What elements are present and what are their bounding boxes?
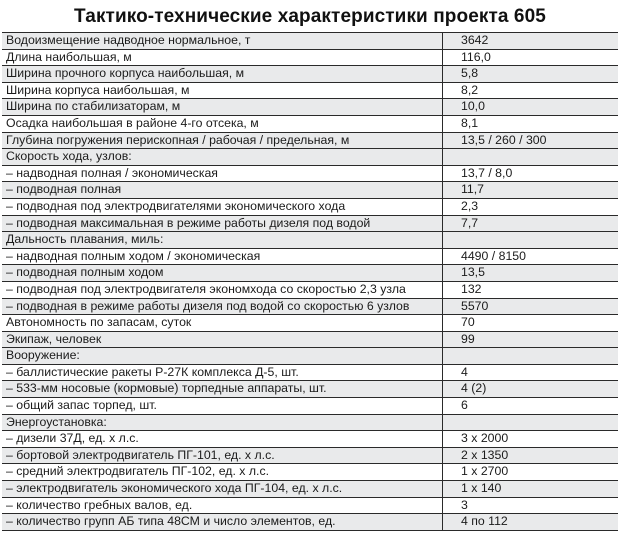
row-label: – 533-мм носовые (кормовые) торпедные аппараты, шт. (2, 381, 443, 398)
table-row (2, 381, 618, 398)
row-value: 2,3 (443, 198, 619, 215)
table-row (2, 33, 618, 50)
row-label: – надводная полная / экономическая (2, 165, 443, 182)
row-value: 70 (443, 315, 619, 332)
row-label: – средний электродвигатель ПГ-102, ед. х л.с. (2, 464, 443, 481)
row-value: 3642 (443, 33, 619, 50)
table-row (2, 281, 618, 298)
table-row (2, 198, 618, 215)
row-label: Осадка наибольшая в районе 4-го отсека, м (2, 115, 443, 132)
table-row (2, 514, 618, 531)
row-value: 3 (443, 497, 619, 514)
row-value: 116,0 (443, 49, 619, 66)
row-value: 4 (443, 364, 619, 381)
row-value: 13,5 (443, 265, 619, 282)
table-row (2, 49, 618, 66)
row-value: 13,5 / 260 / 300 (443, 132, 619, 149)
row-value: 3 х 2000 (443, 431, 619, 448)
spec-table (2, 32, 618, 531)
table-row (2, 248, 618, 265)
row-label: – количество групп АБ типа 48СМ и число элементов, ед. (2, 514, 443, 531)
section-label: Вооружение: (2, 348, 443, 365)
row-label: – общий запас торпед, шт. (2, 398, 443, 415)
row-label: Ширина по стабилизаторам, м (2, 99, 443, 116)
row-label: Ширина прочного корпуса наибольшая, м (2, 66, 443, 83)
table-row (2, 298, 618, 315)
table-row (2, 82, 618, 99)
table-row (2, 215, 618, 232)
row-label: Водоизмещение надводное нормальное, т (2, 33, 443, 50)
row-value: 99 (443, 331, 619, 348)
section-header-row (2, 348, 618, 365)
row-label: – подводная максимальная в режиме работы дизеля под водой (2, 215, 443, 232)
row-value: 6 (443, 398, 619, 415)
row-label: Автономность по запасам, суток (2, 315, 443, 332)
row-value: 4 (2) (443, 381, 619, 398)
row-label: Длина наибольшая, м (2, 49, 443, 66)
row-value: 4 по 112 (443, 514, 619, 531)
table-row (2, 481, 618, 498)
section-header-row (2, 232, 618, 249)
row-value: 8,1 (443, 115, 619, 132)
row-label: Ширина корпуса наибольшая, м (2, 82, 443, 99)
section-label: Скорость хода, узлов: (2, 149, 443, 166)
row-label: Глубина погружения перископная / рабочая / предельная, м (2, 132, 443, 149)
table-row (2, 315, 618, 332)
section-label: Энергоустановка: (2, 414, 443, 431)
row-value: 132 (443, 281, 619, 298)
table-row (2, 165, 618, 182)
row-value: 1 х 2700 (443, 464, 619, 481)
row-value (443, 149, 619, 166)
row-value: 10,0 (443, 99, 619, 116)
row-label: – надводная полным ходом / экономическая (2, 248, 443, 265)
row-label: – подводная под электродвигателями экономического хода (2, 198, 443, 215)
row-label: – подводная полным ходом (2, 265, 443, 282)
table-row (2, 132, 618, 149)
table-row (2, 66, 618, 83)
row-value (443, 348, 619, 365)
row-value: 11,7 (443, 182, 619, 199)
row-value: 7,7 (443, 215, 619, 232)
row-value: 1 х 140 (443, 481, 619, 498)
row-value (443, 414, 619, 431)
row-label: Экипаж, человек (2, 331, 443, 348)
row-label: – количество гребных валов, ед. (2, 497, 443, 514)
table-row (2, 464, 618, 481)
table-row (2, 447, 618, 464)
row-value: 5,8 (443, 66, 619, 83)
section-header-row (2, 149, 618, 166)
row-label: – бортовой электродвигатель ПГ-101, ед. х л.с. (2, 447, 443, 464)
row-label: – дизели 37Д, ед. х л.с. (2, 431, 443, 448)
row-value: 8,2 (443, 82, 619, 99)
table-row (2, 398, 618, 415)
row-label: – баллистические ракеты Р-27К комплекса Д-5, шт. (2, 364, 443, 381)
table-row (2, 364, 618, 381)
table-row (2, 182, 618, 199)
row-value: 13,7 / 8,0 (443, 165, 619, 182)
table-row (2, 497, 618, 514)
section-header-row (2, 414, 618, 431)
table-row (2, 99, 618, 116)
table-row (2, 331, 618, 348)
row-value: 4490 / 8150 (443, 248, 619, 265)
row-label: – электродвигатель экономического хода ПГ-104, ед. х л.с. (2, 481, 443, 498)
table-row (2, 115, 618, 132)
row-value: 5570 (443, 298, 619, 315)
document-title: Тактико-технические характеристики проекта 605 (74, 6, 546, 27)
row-label: – подводная полная (2, 182, 443, 199)
row-value: 2 х 1350 (443, 447, 619, 464)
table-row (2, 265, 618, 282)
row-label: – подводная под электродвигателя экономхода со скоростью 2,3 узла (2, 281, 443, 298)
section-label: Дальность плавания, миль: (2, 232, 443, 249)
table-row (2, 431, 618, 448)
row-label: – подводная в режиме работы дизеля под водой со скоростью 6 узлов (2, 298, 443, 315)
row-value (443, 232, 619, 249)
